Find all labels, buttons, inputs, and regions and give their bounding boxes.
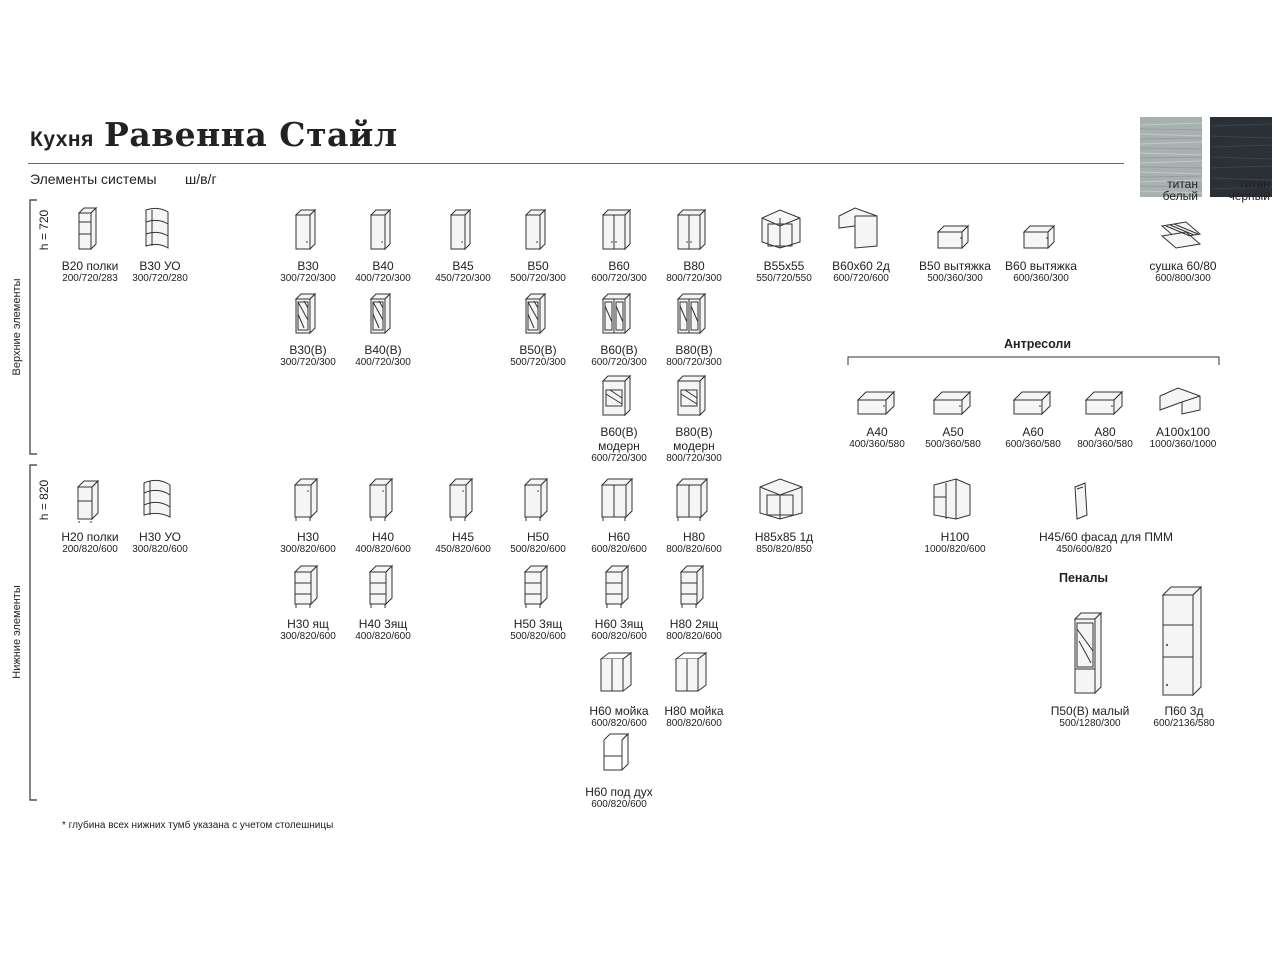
item-name: В50(В)	[519, 343, 557, 357]
glass-cabinet-icon	[369, 292, 397, 340]
catalog-item	[338, 208, 428, 285]
base-drawers-icon	[679, 564, 709, 614]
item-dimensions: 450/820/600	[435, 544, 491, 555]
item-name: Н30 ящ	[287, 617, 329, 631]
dish-drainer-icon	[1158, 220, 1208, 256]
catalog-item	[649, 208, 739, 285]
open-shelf-base-icon	[76, 479, 104, 527]
item-dimensions: 300/820/600	[132, 544, 188, 555]
item-name: Н85х85 1д	[754, 530, 814, 544]
item-name: В55х55	[763, 259, 805, 273]
item-name: В45	[452, 259, 474, 273]
cabinet-1door-icon	[294, 208, 322, 256]
catalog-item	[1060, 390, 1150, 451]
kitchen-label: Кухня	[30, 128, 94, 151]
round-end-base-icon	[142, 477, 178, 527]
lower-height-label: h = 820	[37, 479, 51, 521]
item-name: Н60 мойка	[589, 704, 649, 718]
item-dimensions: 600/720/300	[591, 273, 647, 284]
item-name: В80(В)	[675, 425, 713, 439]
base-drawers-icon	[293, 564, 323, 614]
tall-glass-cabinet-icon	[1073, 611, 1107, 701]
item-dimensions: 500/820/600	[510, 544, 566, 555]
item-dimensions: 1000/820/600	[924, 544, 986, 555]
upper-height-label: h = 720	[37, 209, 51, 251]
item-name: Н40	[371, 530, 394, 544]
item-dimensions: 300/820/600	[280, 544, 336, 555]
lower-group-label: Нижние элементы	[11, 585, 23, 679]
item-name: В30	[297, 259, 319, 273]
base-cabinet-1door-icon	[448, 477, 478, 527]
cabinet-1door-icon	[449, 208, 477, 256]
section-penaly: Пеналы	[1059, 571, 1109, 585]
sink-base-icon	[674, 651, 714, 701]
catalog-item	[574, 732, 664, 811]
catalog-item	[338, 292, 428, 369]
item-dimensions: 500/360/300	[927, 273, 983, 284]
item-dimensions: 600/800/300	[1155, 273, 1211, 284]
cabinet-2door-icon	[676, 208, 712, 256]
glass-cabinet-2door-icon	[601, 292, 637, 340]
item-dimensions: 500/360/580	[925, 439, 981, 450]
item-dimensions: 600/720/300	[591, 357, 647, 368]
item-dimensions: 400/720/300	[355, 273, 411, 284]
corner-cabinet-l-icon	[837, 206, 885, 256]
item-name-line2: модерн	[598, 439, 640, 453]
swatch-line: титан	[1239, 177, 1270, 191]
item-name: В80	[683, 259, 705, 273]
catalog-item	[996, 224, 1086, 285]
footnote: * глубина всех нижних тумб указана с учетом столешницы	[62, 820, 334, 831]
item-dimensions: 400/360/580	[849, 439, 905, 450]
mezzanine-cabinet-icon	[932, 390, 974, 422]
catalog-item	[115, 206, 205, 285]
item-dimensions: 800/360/580	[1077, 439, 1133, 450]
item-name: В40	[372, 259, 394, 273]
item-name: Н80 мойка	[664, 704, 724, 718]
item-name: В60 вытяжка	[1005, 259, 1077, 273]
item-name: А50	[942, 425, 964, 439]
item-dimensions: 600/2136/580	[1153, 718, 1215, 729]
tall-cabinet-icon	[1161, 585, 1207, 701]
item-name: Н60 3ящ	[594, 617, 644, 631]
corner-base-open-icon	[932, 477, 978, 527]
round-end-shelf-icon	[144, 206, 176, 256]
base-cabinet-1door-icon	[523, 477, 553, 527]
catalog-item	[1139, 585, 1229, 730]
corner-mezzanine-icon	[1158, 386, 1208, 422]
item-name: сушка 60/80	[1149, 259, 1217, 273]
catalog-item	[115, 477, 205, 556]
item-name: Н30	[296, 530, 319, 544]
item-dimensions: 300/720/300	[280, 357, 336, 368]
item-name: Н45	[451, 530, 474, 544]
item-dimensions: 600/820/600	[591, 718, 647, 729]
glass-cabinet-2door-icon	[676, 292, 712, 340]
section-antresoli: Антресоли	[1004, 337, 1072, 351]
item-name: Н30 УО	[139, 530, 181, 544]
catalog-item	[908, 390, 998, 451]
catalog-item	[649, 564, 739, 643]
item-name-line2: модерн	[673, 439, 715, 453]
modern-glass-cabinet-icon	[676, 374, 712, 422]
item-name: Н45/60 фасад для ПММ	[1039, 530, 1174, 544]
collection-title: Равенна Стайл	[104, 115, 398, 154]
catalog-item	[493, 292, 583, 369]
swatch-line: белый	[1162, 189, 1198, 203]
catalog-item	[1045, 611, 1135, 730]
modern-glass-cabinet-icon	[601, 374, 637, 422]
item-dimensions: 800/720/300	[666, 273, 722, 284]
item-dimensions: 550/720/550	[756, 273, 812, 284]
item-dimensions: 400/820/600	[355, 631, 411, 642]
catalog-item	[338, 477, 428, 556]
item-dimensions: 500/720/300	[510, 357, 566, 368]
item-dimensions: 600/720/300	[591, 453, 647, 464]
catalog-item	[649, 292, 739, 369]
item-dimensions: 850/820/850	[756, 544, 812, 555]
catalog-item	[910, 224, 1000, 285]
item-name: В60(В)	[600, 343, 638, 357]
item-name: П60 3д	[1164, 704, 1204, 718]
item-dimensions: 200/720/283	[62, 273, 118, 284]
item-name: В60х60 2д	[832, 259, 890, 273]
swatch-line: титан	[1167, 177, 1198, 191]
catalog-item	[338, 564, 428, 643]
catalog-item	[816, 206, 906, 285]
open-shelf-narrow-icon	[77, 206, 103, 256]
catalog-item	[1138, 386, 1228, 451]
item-name: В60	[608, 259, 630, 273]
catalog-item	[649, 374, 739, 465]
base-cabinet-1door-icon	[293, 477, 323, 527]
mezzanine-cabinet-icon	[856, 390, 898, 422]
item-name: Н40 3ящ	[358, 617, 408, 631]
item-name: А100х100	[1155, 425, 1211, 439]
item-name: В80(В)	[675, 343, 713, 357]
item-name: Н100	[940, 530, 970, 544]
hood-cabinet-icon	[936, 224, 974, 256]
base-drawers-icon	[604, 564, 634, 614]
item-name: В60(В)	[600, 425, 638, 439]
item-dimensions: 800/720/300	[666, 453, 722, 464]
base-drawers-icon	[368, 564, 398, 614]
item-name: Н20 полки	[61, 530, 119, 544]
base-cabinet-1door-icon	[368, 477, 398, 527]
item-dimensions: 300/720/280	[132, 273, 188, 284]
subtitle: Элементы системы	[30, 171, 157, 187]
upper-group-label: Верхние элементы	[11, 278, 23, 376]
item-dimensions: 300/720/300	[280, 273, 336, 284]
item-dimensions: 200/820/600	[62, 544, 118, 555]
item-name: Н60 под дух	[585, 785, 653, 799]
catalog-item	[649, 651, 739, 730]
item-name: В50	[527, 259, 549, 273]
cabinet-2door-icon	[601, 208, 637, 256]
mezzanine-cabinet-icon	[1084, 390, 1126, 422]
item-dimensions: 1000/360/1000	[1149, 439, 1217, 450]
swatch-line: черный	[1228, 189, 1270, 203]
item-dimensions: 600/720/600	[833, 273, 889, 284]
catalog-item	[1138, 220, 1228, 285]
item-name: П50(В) малый	[1050, 704, 1130, 718]
item-dimensions: 450/720/300	[435, 273, 491, 284]
catalog-item	[739, 477, 829, 556]
item-dimensions: 800/820/600	[666, 718, 722, 729]
item-dimensions: 600/820/600	[591, 799, 647, 810]
item-dimensions: 500/820/600	[510, 631, 566, 642]
item-name: Н50	[526, 530, 549, 544]
base-cabinet-2door-icon	[600, 477, 638, 527]
hood-cabinet-icon	[1022, 224, 1060, 256]
mezzanine-cabinet-icon	[1012, 390, 1054, 422]
item-dimensions: 300/820/600	[280, 631, 336, 642]
item-name: Н60	[607, 530, 630, 544]
item-name: В40(В)	[364, 343, 402, 357]
item-name: А80	[1094, 425, 1116, 439]
item-name: Н80 2ящ	[669, 617, 719, 631]
item-name: В30 УО	[139, 259, 181, 273]
item-name: В50 вытяжка	[919, 259, 991, 273]
dims-legend: ш/в/г	[185, 171, 217, 187]
catalog-item	[910, 477, 1000, 556]
item-dimensions: 500/1280/300	[1059, 718, 1121, 729]
item-dimensions: 800/720/300	[666, 357, 722, 368]
cabinet-1door-icon	[524, 208, 552, 256]
catalog-item	[649, 477, 739, 556]
catalog-item	[493, 208, 583, 285]
sink-base-icon	[599, 651, 639, 701]
item-dimensions: 600/820/600	[591, 631, 647, 642]
item-dimensions: 400/820/600	[355, 544, 411, 555]
corner-base-cabinet-icon	[758, 477, 810, 527]
catalog-item	[493, 477, 583, 556]
item-name: Н80	[682, 530, 705, 544]
item-name: Н50 3ящ	[513, 617, 563, 631]
base-cabinet-2door-icon	[675, 477, 713, 527]
cabinet-1door-icon	[369, 208, 397, 256]
glass-cabinet-icon	[524, 292, 552, 340]
dishwasher-panel-icon	[1071, 481, 1097, 527]
item-dimensions: 800/820/600	[666, 631, 722, 642]
item-name: А40	[866, 425, 888, 439]
item-name: В20 полки	[61, 259, 119, 273]
oven-base-icon	[602, 732, 636, 782]
item-dimensions: 600/360/580	[1005, 439, 1061, 450]
catalog-item	[493, 564, 583, 643]
item-dimensions: 800/820/600	[666, 544, 722, 555]
item-dimensions: 600/360/300	[1013, 273, 1069, 284]
item-dimensions: 500/720/300	[510, 273, 566, 284]
corner-cabinet-icon	[760, 208, 808, 256]
catalog-item	[1039, 481, 1174, 556]
item-name: В30(В)	[289, 343, 327, 357]
item-dimensions: 400/720/300	[355, 357, 411, 368]
glass-cabinet-icon	[294, 292, 322, 340]
item-dimensions: 600/820/600	[591, 544, 647, 555]
base-drawers-icon	[523, 564, 553, 614]
item-dimensions: 450/600/820	[1056, 544, 1112, 555]
item-name: А60	[1022, 425, 1044, 439]
